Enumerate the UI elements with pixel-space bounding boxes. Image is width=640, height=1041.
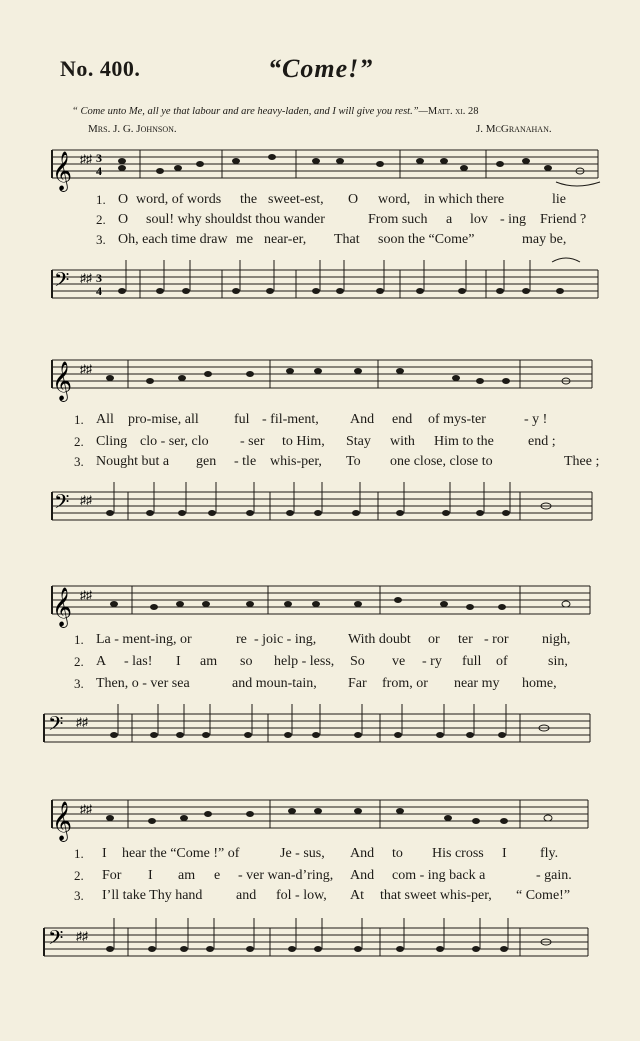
svg-text:𝄢: 𝄢 (54, 490, 70, 518)
svg-text:𝄞: 𝄞 (52, 361, 73, 401)
svg-text:𝄢: 𝄢 (48, 712, 64, 740)
bass-staff-notation (0, 474, 640, 534)
svg-text:4: 4 (96, 164, 102, 178)
scripture-epigraph (72, 106, 478, 117)
svg-text:♯♯: ♯♯ (80, 802, 92, 816)
verse-1-line-1: 1. O word, of words the sweet-est, O word, in which there lie (96, 192, 566, 207)
bass-staff-notation (0, 696, 640, 756)
svg-text:𝄢: 𝄢 (54, 268, 70, 296)
svg-text:4: 4 (96, 284, 102, 298)
svg-text:3: 3 (96, 151, 102, 165)
svg-text:♯♯: ♯♯ (76, 715, 88, 729)
verse-2-line-3: 2. A - las! I am so help - less, So ve - ry full of sin, (74, 654, 568, 669)
hymn-number: No. 400. (60, 56, 141, 81)
verse-3-line-2: 3. Nought but a gen - tle whis-per, To one close, close to Thee ; (74, 454, 600, 469)
bass-staff-notation (0, 910, 640, 970)
verse-2-line-4: 2. For I am e - ver wan-d’ring, And com - ing back a - gain. (74, 868, 572, 883)
svg-text:𝄞: 𝄞 (52, 587, 73, 627)
treble-staff-notation (0, 348, 640, 404)
svg-text:𝄞: 𝄞 (52, 801, 73, 841)
svg-text:3: 3 (96, 271, 102, 285)
verse-1-line-3: 1. La - ment-ing, or re - joic - ing, With doubt or ter - ror nigh, (74, 632, 571, 647)
verse-3-line-1: 3. Oh, each time draw me near-er, That soon the “Come” may be, (96, 232, 567, 247)
composer-credit: J. McGranahan. (476, 123, 552, 135)
treble-staff-2 (0, 348, 640, 404)
treble-staff-1 (0, 138, 640, 194)
treble-staff-notation (0, 574, 640, 630)
verse-1-line-2: 1. All pro-mise, all ful - fil-ment, And end of mys-ter - y ! (74, 412, 548, 427)
bass-staff-1 (0, 252, 640, 312)
svg-text:𝄢: 𝄢 (48, 926, 64, 954)
treble-staff-3 (0, 574, 640, 630)
lyricist-credit: Mrs. J. G. Johnson. (88, 123, 177, 135)
bass-staff-notation (0, 252, 640, 312)
treble-staff-notation (0, 138, 640, 194)
verse-2-line-2: 2. Cling clo - ser, clo - ser to Him, Stay with Him to the end ; (74, 434, 556, 449)
svg-text:♯♯: ♯♯ (80, 152, 92, 166)
svg-text:𝄞: 𝄞 (52, 151, 73, 191)
verse-3-line-4: 3. I’ll take Thy hand and fol - low, At that sweet whis-per, “ Come!” (74, 888, 571, 903)
bass-staff-2 (0, 474, 640, 534)
svg-text:♯♯: ♯♯ (80, 362, 92, 376)
verse-1-line-4: 1. I hear the “Come !” of Je - sus, And to His cross I fly. (74, 846, 559, 861)
hymn-title: “Come!” (268, 54, 374, 83)
bass-staff-4 (0, 910, 640, 970)
verse-2-line-1: 2. O soul! why shouldst thou wander From such a lov - ing Friend ? (96, 212, 587, 227)
bass-staff-3 (0, 696, 640, 756)
epigraph-reference: Matt. xi. 28 (427, 106, 479, 117)
verse-3-line-3: 3. Then, o - ver sea and moun-tain, Far from, or near my home, (74, 676, 557, 691)
epigraph-text: “ Come unto Me, all ye that labour and are heavy-laden, and I will give you rest.”— (72, 106, 428, 117)
svg-text:♯♯: ♯♯ (80, 271, 92, 285)
svg-text:♯♯: ♯♯ (76, 929, 88, 943)
svg-text:♯♯: ♯♯ (80, 493, 92, 507)
treble-staff-4 (0, 788, 640, 844)
svg-text:♯♯: ♯♯ (80, 588, 92, 602)
treble-staff-notation (0, 788, 640, 844)
